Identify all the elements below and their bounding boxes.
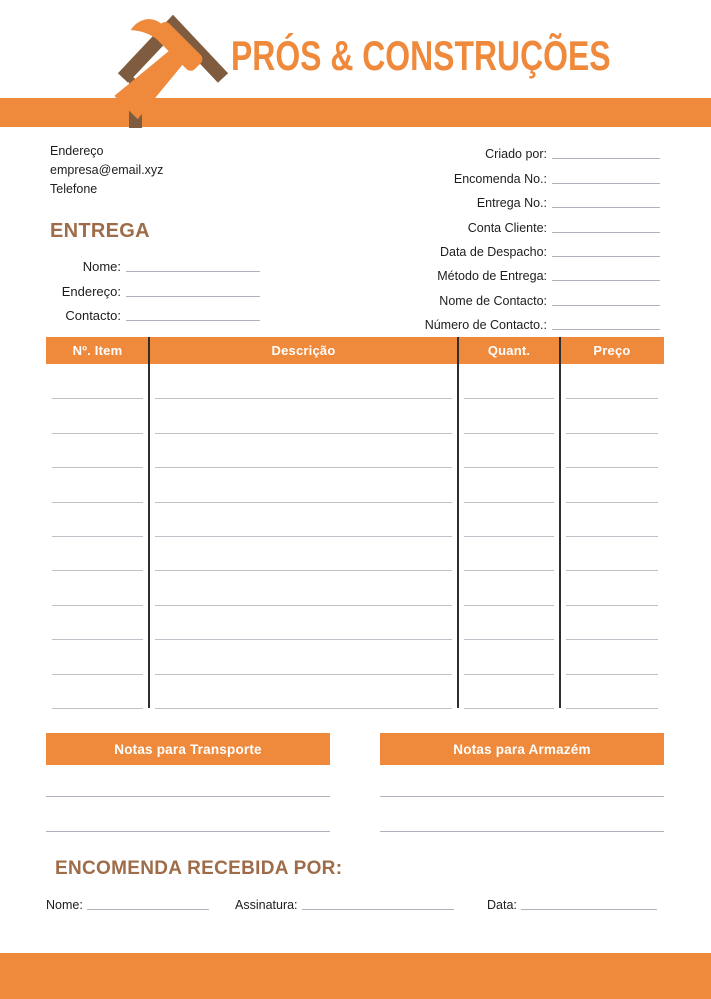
- table-cell-blank-line: [52, 364, 143, 399]
- received-name-blank-line: [87, 909, 209, 910]
- meta-field-row: [340, 188, 660, 212]
- table-cell-blank-line: [52, 398, 143, 433]
- received-signature-label: Assinatura:: [235, 898, 298, 912]
- received-by-heading: ENCOMENDA RECEBIDA POR:: [55, 858, 343, 879]
- table-cell-blank-line: [52, 639, 143, 674]
- table-cell-blank-line: [464, 639, 554, 674]
- column-divider: [148, 337, 150, 708]
- table-cell-blank-line: [155, 433, 452, 468]
- company-info-line: Endereço: [50, 144, 104, 158]
- delivery-field-blank-line: [126, 296, 260, 297]
- table-cell-blank-line: [464, 605, 554, 640]
- table-cell-blank-line: [464, 536, 554, 571]
- warehouse-notes-box: [380, 733, 664, 838]
- delivery-field-label: Nome:: [82, 259, 121, 275]
- meta-field-row: [340, 285, 660, 309]
- table-cell-blank-line: [155, 536, 452, 571]
- meta-field-row: [340, 212, 660, 236]
- meta-field-blank-line: [552, 329, 660, 330]
- table-cell-blank-line: [566, 433, 658, 468]
- items-table-header: [46, 337, 664, 364]
- table-cell-blank-line: [52, 570, 143, 605]
- meta-field-row: [340, 237, 660, 261]
- meta-field-row: [340, 163, 660, 187]
- table-cell-blank-line: [155, 605, 452, 640]
- company-info: [50, 142, 163, 199]
- received-date-label: Data:: [487, 898, 517, 912]
- table-cell-blank-line: [52, 467, 143, 502]
- table-cell-blank-line: [566, 536, 658, 571]
- table-cell-blank-line: [52, 674, 143, 709]
- column-divider: [559, 337, 561, 708]
- table-cell-blank-line: [464, 570, 554, 605]
- table-cell-blank-line: [52, 605, 143, 640]
- table-cell-blank-line: [464, 502, 554, 537]
- meta-field-label: Encomenda No.:: [453, 171, 547, 186]
- table-cell-blank-line: [155, 570, 452, 605]
- table-row: [46, 433, 664, 467]
- table-cell-blank-line: [464, 364, 554, 399]
- table-row: [46, 639, 664, 673]
- table-row: [46, 467, 664, 501]
- meta-field-row: [340, 261, 660, 285]
- meta-field-label: Conta Cliente:: [467, 220, 547, 235]
- company-info-line: Telefone: [50, 182, 98, 196]
- received-name-label: Nome:: [46, 898, 83, 912]
- column-divider: [457, 337, 459, 708]
- table-cell-blank-line: [464, 467, 554, 502]
- meta-field-row: [340, 139, 660, 163]
- delivery-section-heading: ENTREGA: [50, 220, 150, 242]
- delivery-field-label: Endereço:: [61, 283, 121, 299]
- company-info-line: empresa@email.xyz: [50, 163, 164, 177]
- table-cell-blank-line: [52, 502, 143, 537]
- column-header: Preço: [593, 343, 631, 358]
- table-cell-blank-line: [155, 674, 452, 709]
- meta-field-label: Número de Contacto.:: [424, 318, 547, 333]
- delivery-field-blank-line: [126, 271, 260, 272]
- meta-field-blank-line: [552, 280, 660, 281]
- meta-field-blank-line: [552, 256, 660, 257]
- table-cell-blank-line: [52, 433, 143, 468]
- delivery-field-row: [46, 276, 260, 300]
- delivery-field-row: [46, 252, 260, 276]
- table-cell-blank-line: [155, 364, 452, 399]
- items-table: [46, 337, 664, 708]
- table-cell-blank-line: [464, 674, 554, 709]
- table-row: [46, 605, 664, 639]
- order-meta-fields: [340, 139, 660, 334]
- notes-blank-line: [46, 831, 330, 832]
- received-date-field: [487, 898, 657, 914]
- table-cell-blank-line: [566, 605, 658, 640]
- table-cell-blank-line: [52, 536, 143, 571]
- items-table-body: [46, 364, 664, 708]
- table-row: [46, 502, 664, 536]
- delivery-fields: [46, 252, 260, 325]
- warehouse-notes-header: Notas para Armazém: [380, 733, 664, 765]
- table-cell-blank-line: [566, 639, 658, 674]
- table-cell-blank-line: [155, 502, 452, 537]
- table-row: [46, 674, 664, 708]
- notes-blank-line: [380, 796, 664, 797]
- table-cell-blank-line: [155, 639, 452, 674]
- delivery-field-label: Contacto:: [65, 307, 121, 323]
- meta-field-blank-line: [552, 183, 660, 184]
- table-cell-blank-line: [566, 364, 658, 399]
- column-header: Descrição: [271, 343, 336, 358]
- meta-field-blank-line: [552, 158, 660, 159]
- column-header: Nº. Item: [72, 343, 123, 358]
- table-cell-blank-line: [566, 398, 658, 433]
- meta-field-row: [340, 310, 660, 334]
- notes-blank-line: [46, 796, 330, 797]
- meta-field-label: Método de Entrega:: [437, 269, 547, 284]
- table-row: [46, 364, 664, 398]
- meta-field-label: Criado por:: [485, 147, 547, 162]
- table-cell-blank-line: [566, 502, 658, 537]
- notes-blank-line: [380, 831, 664, 832]
- table-cell-blank-line: [566, 467, 658, 502]
- column-header: Quant.: [487, 343, 531, 358]
- house-hammer-logo-icon: [116, 12, 230, 132]
- meta-field-label: Nome de Contacto:: [439, 293, 547, 308]
- received-date-blank-line: [521, 909, 657, 910]
- delivery-field-row: [46, 301, 260, 325]
- meta-field-label: Data de Despacho:: [439, 244, 547, 259]
- table-row: [46, 536, 664, 570]
- meta-field-label: Entrega No.:: [476, 196, 547, 211]
- table-cell-blank-line: [155, 467, 452, 502]
- table-cell-blank-line: [566, 570, 658, 605]
- footer-accent-bar: [0, 953, 711, 999]
- header-accent-bar: [0, 98, 711, 127]
- meta-field-blank-line: [552, 232, 660, 233]
- transport-notes-box: [46, 733, 330, 838]
- table-cell-blank-line: [566, 674, 658, 709]
- table-cell-blank-line: [155, 398, 452, 433]
- table-row: [46, 570, 664, 604]
- received-signature-field: [235, 898, 454, 914]
- table-row: [46, 398, 664, 432]
- delivery-field-blank-line: [126, 320, 260, 321]
- transport-notes-header: Notas para Transporte: [46, 733, 330, 765]
- received-signature-blank-line: [302, 909, 454, 910]
- received-name-field: [46, 898, 209, 914]
- table-cell-blank-line: [464, 398, 554, 433]
- brand-title: PRÓS & CONSTRUÇÕES: [231, 32, 611, 79]
- meta-field-blank-line: [552, 207, 660, 208]
- meta-field-blank-line: [552, 305, 660, 306]
- table-cell-blank-line: [464, 433, 554, 468]
